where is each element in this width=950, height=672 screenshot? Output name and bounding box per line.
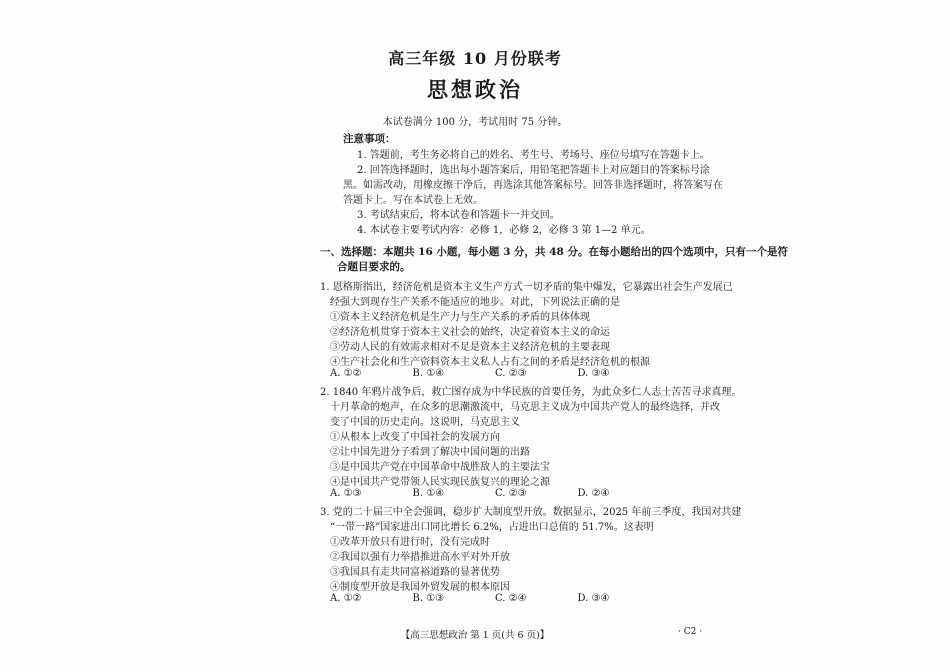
answer-options xyxy=(330,593,660,604)
question-item: ①从根本上改变了中国社会的发展方向 xyxy=(330,432,500,443)
option-a: A. ①② xyxy=(330,368,362,379)
option-b: B. ①③ xyxy=(412,593,445,604)
option-c: C. ②③ xyxy=(495,368,527,379)
question-item: ②让中国先进分子看到了解决中国问题的出路 xyxy=(330,447,530,458)
question-item: ④生产社会化和生产资料资本主义私人占有之间的矛盾是经济危机的根源 xyxy=(330,357,650,368)
notice-line: 3. 考试结束后，将本试卷和答题卡一并交回。 xyxy=(357,210,560,221)
answer-options xyxy=(330,488,660,499)
notice-line: 2. 回答选择题时，选出每小题答案后，用铅笔把答题卡上对应题目的答案标号涂 xyxy=(357,165,710,176)
paper-code: · C2 · xyxy=(678,627,703,637)
subject-title: 思想政治 xyxy=(427,77,523,102)
question-stem: “一带一路”国家进出口同比增长 6.2%，占进出口总值的 51.7%。这表明 xyxy=(330,522,654,533)
question-item: ①改革开放只有进行时，没有完成时 xyxy=(330,537,490,548)
option-d: D. ②④ xyxy=(577,488,610,499)
question-stem: 1. 恩格斯指出，经济危机是资本主义生产方式一切矛盾的集中爆发，它暴露出社会生产发展已 xyxy=(320,282,733,293)
question-stem: 变了中国的历史走向。这说明，马克思主义 xyxy=(330,417,520,428)
option-b: B. ①④ xyxy=(412,488,445,499)
question-stem: 经强大到现存生产关系不能适应的地步。对此，下列说法正确的是 xyxy=(330,297,620,308)
question-stem: 十月革命的炮声，在众多的思潮激流中，马克思主义成为中国共产党人的最终选择，并改 xyxy=(330,402,720,413)
question-item: ②我国以强有力举措推进高水平对外开放 xyxy=(330,552,510,563)
question-item: ③劳动人民的有效需求相对不足是资本主义经济危机的主要表现 xyxy=(330,342,610,353)
option-d: D. ③④ xyxy=(577,593,610,604)
notice-line: 答题卡上。写在本试卷上无效。 xyxy=(343,195,483,206)
option-a: A. ①③ xyxy=(330,488,362,499)
section-heading: 一、选择题：本题共 16 小题，每小题 3 分，共 48 分。在每小题给出的四个选项中，只有一个是符 xyxy=(320,246,788,258)
notice-line: 4. 本试卷主要考试内容：必修 1，必修 2，必修 3 第 1—2 单元。 xyxy=(357,225,651,236)
question-item: ③是中国共产党在中国革命中战胜敌人的主要法宝 xyxy=(330,462,550,473)
option-c: C. ②③ xyxy=(495,488,527,499)
question-item: ②经济危机贯穿于资本主义社会的始终，决定着资本主义的命运 xyxy=(330,327,610,338)
option-b: B. ①④ xyxy=(412,368,445,379)
notice-heading: 注意事项： xyxy=(343,133,396,145)
question-item: ④制度型开放是我国外贸发展的根本原因 xyxy=(330,582,510,593)
question-item: ④是中国共产党带领人民实现民族复兴的理论之源 xyxy=(330,477,550,488)
option-d: D. ③④ xyxy=(577,368,610,379)
exam-title: 高三年级 10 月份联考 xyxy=(388,49,562,68)
option-a: A. ①② xyxy=(330,593,362,604)
exam-info: 本试卷满分 100 分，考试用时 75 分钟。 xyxy=(382,117,568,128)
question-item: ③我国具有走共同富裕道路的显著优势 xyxy=(330,567,500,578)
option-c: C. ②④ xyxy=(495,593,527,604)
question-item: ①资本主义经济危机是生产力与生产关系的矛盾的具体体现 xyxy=(330,312,590,323)
answer-options xyxy=(330,368,660,379)
question-stem: 2. 1840 年鸦片战争后，救亡图存成为中华民族的首要任务，为此众多仁人志士苦苦寻求真理。 xyxy=(320,387,742,398)
notice-line: 1. 答题前，考生务必将自己的姓名、考生号、考场号、座位号填写在答题卡上。 xyxy=(357,150,710,161)
section-heading-cont: 合题目要求的。 xyxy=(337,261,411,273)
notice-line: 黑。如需改动，用橡皮擦干净后，再选涂其他答案标号。回答非选择题时，将答案写在 xyxy=(343,180,723,191)
question-stem: 3. 党的二十届三中全会强调，稳步扩大制度型开放。数据显示，2025 年前三季度，我国对共建 xyxy=(320,507,742,518)
page-footer: 【高三思想政治 第 1 页(共 6 页)】 xyxy=(400,630,550,641)
